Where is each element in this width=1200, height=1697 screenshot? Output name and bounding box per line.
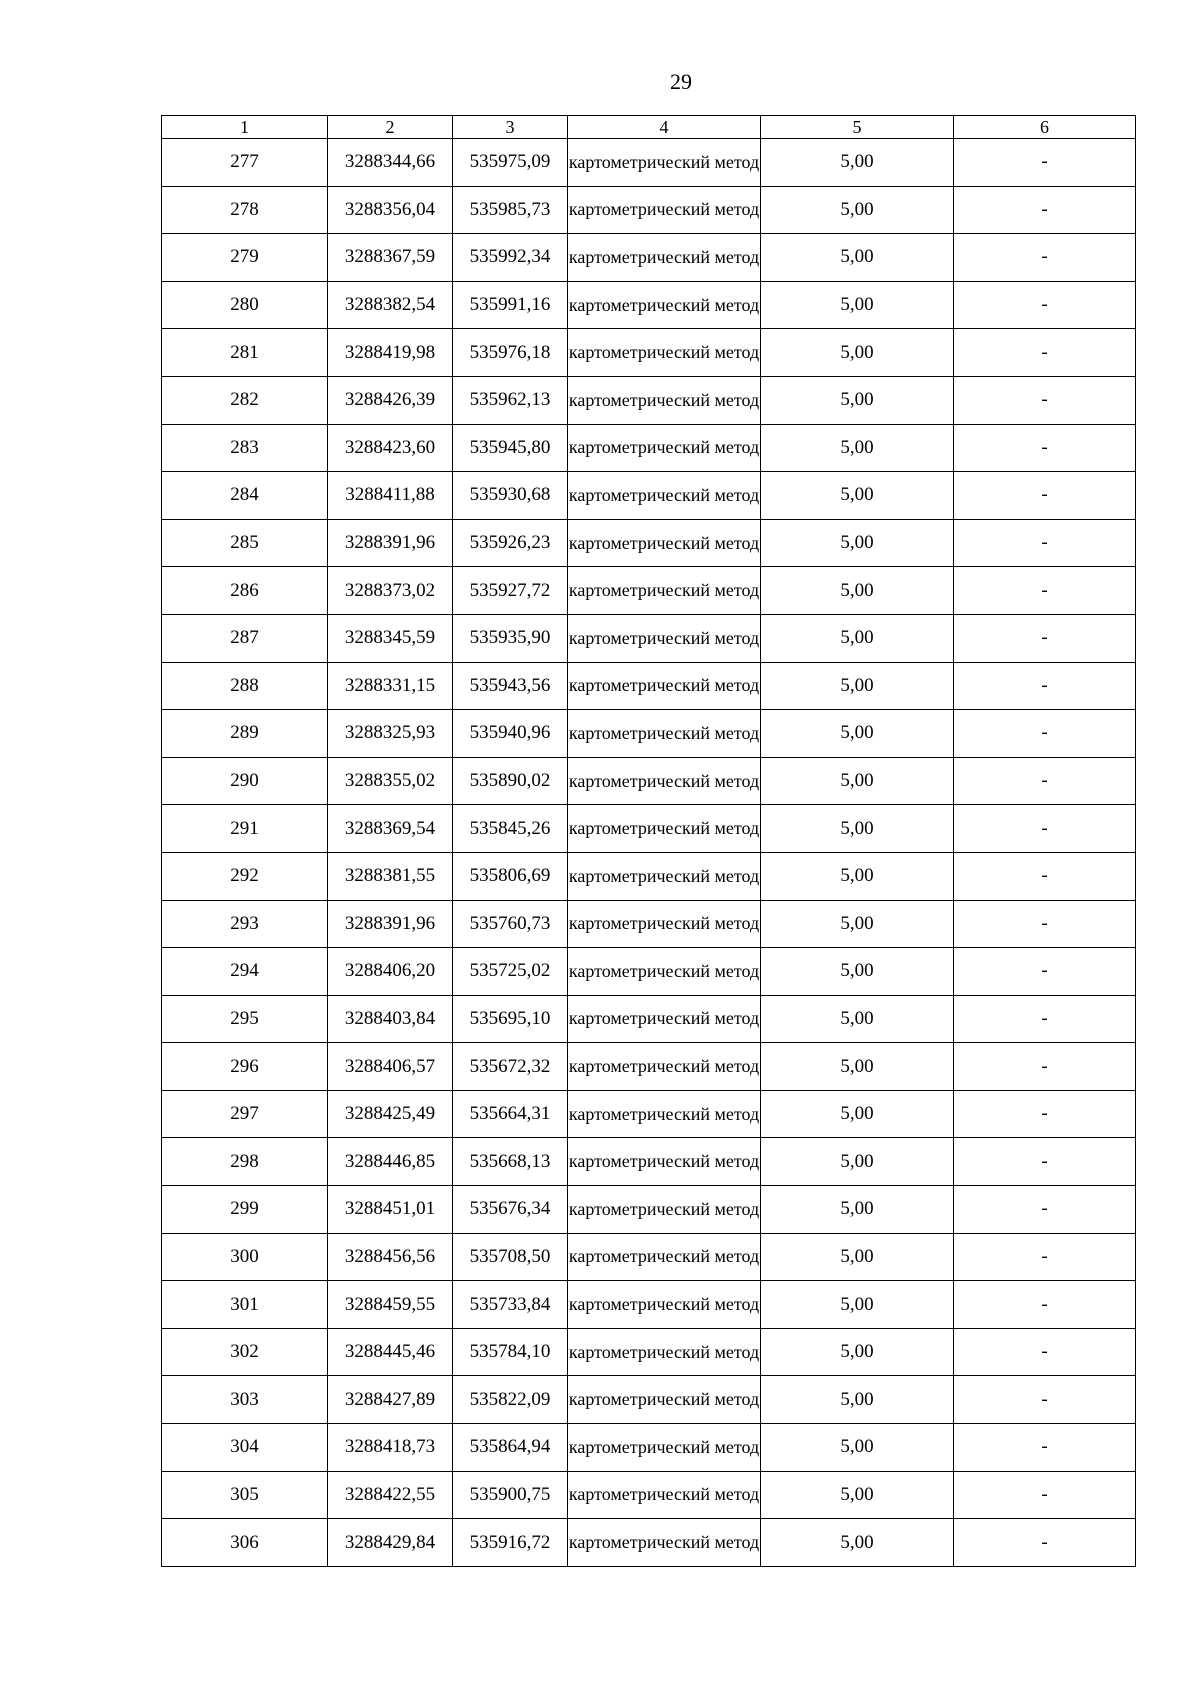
y-coordinate-cell: 535930,68 [453, 472, 568, 520]
x-coordinate-cell: 3288345,59 [328, 614, 453, 662]
x-coordinate-cell: 3288427,89 [328, 1376, 453, 1424]
point-number-cell: 299 [162, 1186, 328, 1234]
note-cell: - [954, 1281, 1136, 1329]
accuracy-cell: 5,00 [761, 139, 954, 187]
accuracy-cell: 5,00 [761, 186, 954, 234]
y-coordinate-cell: 535945,80 [453, 424, 568, 472]
accuracy-cell: 5,00 [761, 1424, 954, 1472]
point-number-cell: 285 [162, 519, 328, 567]
y-coordinate-cell: 535664,31 [453, 1090, 568, 1138]
method-cell: картометрический метод [568, 805, 761, 853]
x-coordinate-cell: 3288456,56 [328, 1233, 453, 1281]
point-number-cell: 305 [162, 1471, 328, 1519]
x-coordinate-cell: 3288426,39 [328, 376, 453, 424]
table-row [162, 614, 1136, 662]
method-cell: картометрический метод [568, 1471, 761, 1519]
note-cell: - [954, 900, 1136, 948]
method-cell: картометрический метод [568, 1233, 761, 1281]
point-number-cell: 289 [162, 710, 328, 758]
point-number-cell: 297 [162, 1090, 328, 1138]
table-row [162, 1328, 1136, 1376]
method-cell: картометрический метод [568, 376, 761, 424]
method-cell: картометрический метод [568, 1424, 761, 1472]
accuracy-cell: 5,00 [761, 567, 954, 615]
note-cell: - [954, 139, 1136, 187]
y-coordinate-cell: 535760,73 [453, 900, 568, 948]
table-row [162, 519, 1136, 567]
method-cell: картометрический метод [568, 995, 761, 1043]
x-coordinate-cell: 3288391,96 [328, 519, 453, 567]
note-cell: - [954, 852, 1136, 900]
method-cell: картометрический метод [568, 1281, 761, 1329]
note-cell: - [954, 424, 1136, 472]
note-cell: - [954, 614, 1136, 662]
table-row [162, 662, 1136, 710]
point-number-cell: 295 [162, 995, 328, 1043]
note-cell: - [954, 1233, 1136, 1281]
x-coordinate-cell: 3288419,98 [328, 329, 453, 377]
header-cell-3: 3 [453, 116, 568, 139]
y-coordinate-cell: 535845,26 [453, 805, 568, 853]
accuracy-cell: 5,00 [761, 1138, 954, 1186]
note-cell: - [954, 234, 1136, 282]
accuracy-cell: 5,00 [761, 1328, 954, 1376]
x-coordinate-cell: 3288382,54 [328, 281, 453, 329]
y-coordinate-cell: 535864,94 [453, 1424, 568, 1472]
note-cell: - [954, 1471, 1136, 1519]
point-number-cell: 283 [162, 424, 328, 472]
table-row [162, 186, 1136, 234]
table-row [162, 1281, 1136, 1329]
method-cell: картометрический метод [568, 1090, 761, 1138]
note-cell: - [954, 948, 1136, 996]
x-coordinate-cell: 3288446,85 [328, 1138, 453, 1186]
y-coordinate-cell: 535672,32 [453, 1043, 568, 1091]
point-number-cell: 296 [162, 1043, 328, 1091]
header-cell-5: 5 [761, 116, 954, 139]
method-cell: картометрический метод [568, 234, 761, 282]
y-coordinate-cell: 535926,23 [453, 519, 568, 567]
accuracy-cell: 5,00 [761, 662, 954, 710]
table-row [162, 1043, 1136, 1091]
point-number-cell: 298 [162, 1138, 328, 1186]
table-row [162, 852, 1136, 900]
table-row [162, 472, 1136, 520]
header-cell-4: 4 [568, 116, 761, 139]
y-coordinate-cell: 535725,02 [453, 948, 568, 996]
x-coordinate-cell: 3288355,02 [328, 757, 453, 805]
table-row [162, 1090, 1136, 1138]
note-cell: - [954, 567, 1136, 615]
method-cell: картометрический метод [568, 472, 761, 520]
note-cell: - [954, 281, 1136, 329]
y-coordinate-cell: 535900,75 [453, 1471, 568, 1519]
note-cell: - [954, 186, 1136, 234]
table-row [162, 281, 1136, 329]
y-coordinate-cell: 535916,72 [453, 1519, 568, 1567]
note-cell: - [954, 1138, 1136, 1186]
y-coordinate-cell: 535733,84 [453, 1281, 568, 1329]
table-row [162, 1471, 1136, 1519]
point-number-cell: 284 [162, 472, 328, 520]
table-row [162, 948, 1136, 996]
x-coordinate-cell: 3288445,46 [328, 1328, 453, 1376]
point-number-cell: 301 [162, 1281, 328, 1329]
coordinates-table [161, 115, 1136, 1567]
method-cell: картометрический метод [568, 329, 761, 377]
accuracy-cell: 5,00 [761, 900, 954, 948]
table-row [162, 710, 1136, 758]
point-number-cell: 293 [162, 900, 328, 948]
note-cell: - [954, 472, 1136, 520]
method-cell: картометрический метод [568, 900, 761, 948]
note-cell: - [954, 1328, 1136, 1376]
accuracy-cell: 5,00 [761, 1233, 954, 1281]
table-header-row [162, 116, 1136, 139]
method-cell: картометрический метод [568, 1138, 761, 1186]
method-cell: картометрический метод [568, 139, 761, 187]
table-row [162, 329, 1136, 377]
x-coordinate-cell: 3288331,15 [328, 662, 453, 710]
table-row [162, 376, 1136, 424]
point-number-cell: 302 [162, 1328, 328, 1376]
note-cell: - [954, 710, 1136, 758]
x-coordinate-cell: 3288381,55 [328, 852, 453, 900]
method-cell: картометрический метод [568, 1043, 761, 1091]
y-coordinate-cell: 535940,96 [453, 710, 568, 758]
accuracy-cell: 5,00 [761, 472, 954, 520]
y-coordinate-cell: 535991,16 [453, 281, 568, 329]
point-number-cell: 304 [162, 1424, 328, 1472]
table-row [162, 995, 1136, 1043]
accuracy-cell: 5,00 [761, 1471, 954, 1519]
x-coordinate-cell: 3288406,57 [328, 1043, 453, 1091]
accuracy-cell: 5,00 [761, 329, 954, 377]
method-cell: картометрический метод [568, 1376, 761, 1424]
x-coordinate-cell: 3288425,49 [328, 1090, 453, 1138]
method-cell: картометрический метод [568, 852, 761, 900]
point-number-cell: 286 [162, 567, 328, 615]
table-row [162, 1138, 1136, 1186]
method-cell: картометрический метод [568, 519, 761, 567]
method-cell: картометрический метод [568, 757, 761, 805]
y-coordinate-cell: 535943,56 [453, 662, 568, 710]
y-coordinate-cell: 535992,34 [453, 234, 568, 282]
point-number-cell: 306 [162, 1519, 328, 1567]
x-coordinate-cell: 3288403,84 [328, 995, 453, 1043]
accuracy-cell: 5,00 [761, 234, 954, 282]
point-number-cell: 291 [162, 805, 328, 853]
accuracy-cell: 5,00 [761, 281, 954, 329]
note-cell: - [954, 376, 1136, 424]
point-number-cell: 282 [162, 376, 328, 424]
y-coordinate-cell: 535935,90 [453, 614, 568, 662]
table-row [162, 1376, 1136, 1424]
point-number-cell: 281 [162, 329, 328, 377]
y-coordinate-cell: 535976,18 [453, 329, 568, 377]
accuracy-cell: 5,00 [761, 995, 954, 1043]
y-coordinate-cell: 535806,69 [453, 852, 568, 900]
table-row [162, 1424, 1136, 1472]
method-cell: картометрический метод [568, 662, 761, 710]
y-coordinate-cell: 535962,13 [453, 376, 568, 424]
table-row [162, 757, 1136, 805]
method-cell: картометрический метод [568, 1328, 761, 1376]
point-number-cell: 277 [162, 139, 328, 187]
y-coordinate-cell: 535822,09 [453, 1376, 568, 1424]
x-coordinate-cell: 3288451,01 [328, 1186, 453, 1234]
table-row [162, 234, 1136, 282]
accuracy-cell: 5,00 [761, 424, 954, 472]
note-cell: - [954, 1424, 1136, 1472]
y-coordinate-cell: 535668,13 [453, 1138, 568, 1186]
point-number-cell: 288 [162, 662, 328, 710]
point-number-cell: 294 [162, 948, 328, 996]
note-cell: - [954, 1519, 1136, 1567]
x-coordinate-cell: 3288423,60 [328, 424, 453, 472]
point-number-cell: 300 [162, 1233, 328, 1281]
accuracy-cell: 5,00 [761, 948, 954, 996]
method-cell: картометрический метод [568, 614, 761, 662]
x-coordinate-cell: 3288373,02 [328, 567, 453, 615]
table-row [162, 1233, 1136, 1281]
table-row [162, 900, 1136, 948]
accuracy-cell: 5,00 [761, 614, 954, 662]
note-cell: - [954, 1376, 1136, 1424]
note-cell: - [954, 757, 1136, 805]
x-coordinate-cell: 3288411,88 [328, 472, 453, 520]
y-coordinate-cell: 535975,09 [453, 139, 568, 187]
page-number: 29 [670, 69, 692, 94]
x-coordinate-cell: 3288356,04 [328, 186, 453, 234]
y-coordinate-cell: 535784,10 [453, 1328, 568, 1376]
method-cell: картометрический метод [568, 186, 761, 234]
accuracy-cell: 5,00 [761, 852, 954, 900]
note-cell: - [954, 329, 1136, 377]
note-cell: - [954, 805, 1136, 853]
x-coordinate-cell: 3288406,20 [328, 948, 453, 996]
y-coordinate-cell: 535985,73 [453, 186, 568, 234]
header-cell-6: 6 [954, 116, 1136, 139]
x-coordinate-cell: 3288325,93 [328, 710, 453, 758]
header-cell-1: 1 [162, 116, 328, 139]
y-coordinate-cell: 535708,50 [453, 1233, 568, 1281]
point-number-cell: 303 [162, 1376, 328, 1424]
method-cell: картометрический метод [568, 948, 761, 996]
x-coordinate-cell: 3288459,55 [328, 1281, 453, 1329]
method-cell: картометрический метод [568, 424, 761, 472]
point-number-cell: 280 [162, 281, 328, 329]
accuracy-cell: 5,00 [761, 519, 954, 567]
table-row [162, 424, 1136, 472]
note-cell: - [954, 519, 1136, 567]
method-cell: картометрический метод [568, 281, 761, 329]
table-row [162, 805, 1136, 853]
point-number-cell: 292 [162, 852, 328, 900]
accuracy-cell: 5,00 [761, 1519, 954, 1567]
accuracy-cell: 5,00 [761, 376, 954, 424]
point-number-cell: 279 [162, 234, 328, 282]
accuracy-cell: 5,00 [761, 805, 954, 853]
x-coordinate-cell: 3288422,55 [328, 1471, 453, 1519]
y-coordinate-cell: 535676,34 [453, 1186, 568, 1234]
accuracy-cell: 5,00 [761, 1186, 954, 1234]
accuracy-cell: 5,00 [761, 757, 954, 805]
note-cell: - [954, 662, 1136, 710]
note-cell: - [954, 1043, 1136, 1091]
y-coordinate-cell: 535890,02 [453, 757, 568, 805]
point-number-cell: 287 [162, 614, 328, 662]
header-cell-2: 2 [328, 116, 453, 139]
note-cell: - [954, 995, 1136, 1043]
accuracy-cell: 5,00 [761, 1281, 954, 1329]
table-row [162, 1519, 1136, 1567]
accuracy-cell: 5,00 [761, 710, 954, 758]
method-cell: картометрический метод [568, 1186, 761, 1234]
method-cell: картометрический метод [568, 567, 761, 615]
accuracy-cell: 5,00 [761, 1376, 954, 1424]
accuracy-cell: 5,00 [761, 1043, 954, 1091]
accuracy-cell: 5,00 [761, 1090, 954, 1138]
method-cell: картометрический метод [568, 1519, 761, 1567]
x-coordinate-cell: 3288418,73 [328, 1424, 453, 1472]
point-number-cell: 278 [162, 186, 328, 234]
note-cell: - [954, 1186, 1136, 1234]
table-row [162, 1186, 1136, 1234]
x-coordinate-cell: 3288391,96 [328, 900, 453, 948]
x-coordinate-cell: 3288344,66 [328, 139, 453, 187]
table-row [162, 139, 1136, 187]
y-coordinate-cell: 535927,72 [453, 567, 568, 615]
point-number-cell: 290 [162, 757, 328, 805]
y-coordinate-cell: 535695,10 [453, 995, 568, 1043]
table-row [162, 567, 1136, 615]
note-cell: - [954, 1090, 1136, 1138]
x-coordinate-cell: 3288369,54 [328, 805, 453, 853]
x-coordinate-cell: 3288367,59 [328, 234, 453, 282]
method-cell: картометрический метод [568, 710, 761, 758]
x-coordinate-cell: 3288429,84 [328, 1519, 453, 1567]
